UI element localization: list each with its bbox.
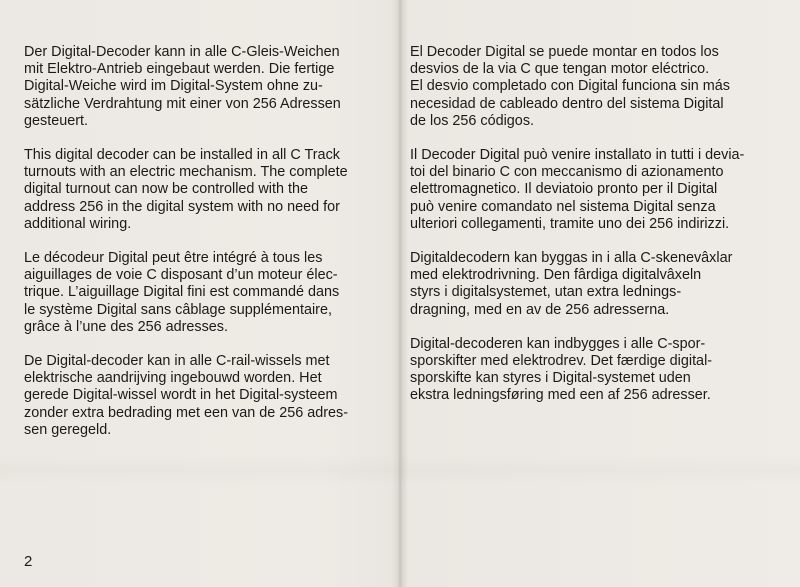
text-line: trique. L’aiguillage Digital fini est commandé dans bbox=[24, 284, 340, 301]
paragraph-english bbox=[24, 147, 394, 233]
text-line: sporskifter med elektrodrev. Det færdige digital- bbox=[410, 353, 713, 370]
text-line: Il Decoder Digital può venire installato in tutti i devia- bbox=[410, 147, 745, 164]
text-line: desvios de la via C que tengan motor eléctrico. bbox=[410, 61, 710, 78]
paragraph-italian bbox=[410, 147, 790, 233]
paragraph-dutch bbox=[24, 353, 394, 439]
text-line: elektrische aandrijving ingebouwd worden. Het bbox=[24, 370, 322, 387]
text-line: Digitaldecodern kan byggas in i alla C-skenevâxlar bbox=[410, 250, 733, 267]
text-line: El Decoder Digital se puede montar en todos los bbox=[410, 44, 719, 60]
text-line: può venire comandato nel sistema Digital senza bbox=[410, 198, 716, 215]
text-line: sporskifte kan styres i Digital-systemet uden bbox=[410, 370, 691, 387]
text-line: turnouts with an electric mechanism. The complete bbox=[24, 164, 348, 181]
text-line: sätzliche Verdrahtung mit einer von 256 Adressen bbox=[24, 95, 341, 112]
text-line: le système Digital sans câblage supplémentaire, bbox=[24, 301, 332, 318]
text-line: gesteuert. bbox=[24, 112, 88, 129]
paragraph-french bbox=[24, 250, 394, 336]
paragraph-german bbox=[24, 44, 394, 130]
text-line: necesidad de cableado dentro del sistema Digital bbox=[410, 95, 724, 112]
text-line: additional wiring. bbox=[24, 215, 132, 232]
page-number: 2 bbox=[24, 553, 33, 570]
text-line: elettromagnetico. Il deviatoio pronto per il Digital bbox=[410, 181, 718, 198]
text-line: ulteriori collegamenti, tramite uno dei 256 indirizzi. bbox=[410, 215, 730, 232]
text-line: Der Digital-Decoder kann in alle C-Gleis-Weichen bbox=[24, 44, 340, 60]
text-line: El desvio completado con Digital funciona sin más bbox=[410, 78, 730, 95]
text-line: zonder extra bedrading met een van de 256 adres- bbox=[24, 404, 349, 421]
right-text-column bbox=[410, 44, 790, 422]
text-line: Le décodeur Digital peut être intégré à tous les bbox=[24, 250, 323, 267]
text-line: mit Elektro-Antrieb eingebaut werden. Die fertige bbox=[24, 61, 335, 78]
paragraph-swedish bbox=[410, 250, 790, 319]
text-line: toi del binario C con meccanismo di azionamento bbox=[410, 164, 724, 181]
text-line: De Digital-decoder kan in alle C-rail-wissels met bbox=[24, 353, 330, 370]
text-line: digital turnout can now be controlled with the bbox=[24, 181, 308, 198]
text-line: Digital-decoderen kan indbygges i alle C-spor- bbox=[410, 335, 706, 352]
text-line: address 256 in the digital system with no need for bbox=[24, 198, 340, 215]
paragraph-danish bbox=[410, 336, 790, 405]
text-line: dragning, med en av de 256 adresserna. bbox=[410, 301, 670, 318]
text-line: ekstra ledningsføring med een af 256 adresser. bbox=[410, 387, 711, 404]
text-line: grâce à l’une des 256 adresses. bbox=[24, 318, 228, 335]
text-line: This digital decoder can be installed in all C Track bbox=[24, 147, 340, 164]
text-line: gerede Digital-wissel wordt in het Digital-systeem bbox=[24, 387, 338, 404]
left-text-column bbox=[24, 44, 394, 456]
paragraph-spanish bbox=[410, 44, 790, 130]
text-line: aiguillages de voie C disposant d’un moteur élec- bbox=[24, 267, 338, 284]
text-line: sen geregeld. bbox=[24, 421, 112, 438]
text-line: med elektrodrivning. Den fârdiga digitalvâxeln bbox=[410, 267, 702, 284]
text-line: Digital-Weiche wird im Digital-System ohne zu- bbox=[24, 78, 323, 95]
right-page bbox=[400, 0, 800, 587]
text-line: de los 256 códigos. bbox=[410, 112, 535, 129]
text-line: styrs i digitalsystemet, utan extra lednings- bbox=[410, 284, 682, 301]
